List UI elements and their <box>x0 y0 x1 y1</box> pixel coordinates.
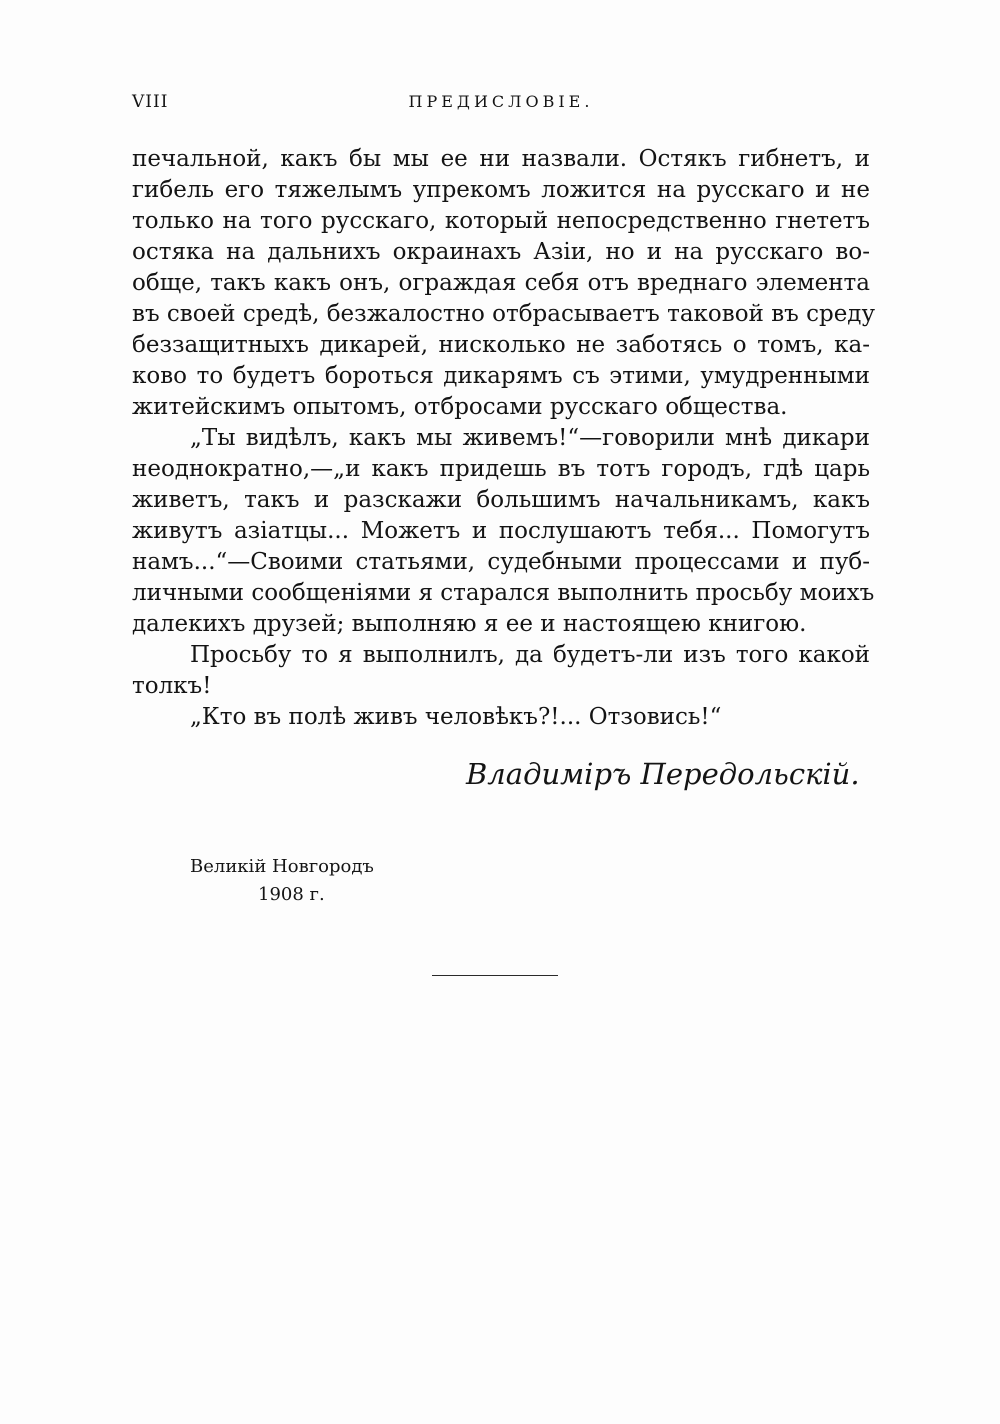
page-number: VIII <box>132 92 169 112</box>
dateline-year: 1908 г. <box>258 884 325 905</box>
text-line: „Ты видѣлъ, какъ мы живемъ!“—говорили мнѣ дикари <box>190 425 870 451</box>
text-line: „Кто въ полѣ живъ человѣкъ?!... Отзовись!“ <box>190 704 722 730</box>
text-line: Просьбу то я выполнилъ, да будетъ-ли изъ того какой <box>190 642 870 668</box>
text-line: далекихъ друзей; выполняю я ее и настоящею книгою. <box>132 611 807 637</box>
text-line: живутъ азіатцы... Можетъ и послушаютъ тебя... Помогутъ <box>132 518 870 544</box>
text-line: ково то будетъ бороться дикарямъ съ этими, умудренными <box>132 363 870 389</box>
text-line: намъ...“—Своими статьями, судебными процессами и пуб- <box>132 549 870 575</box>
dateline-place: Великій Новгородъ <box>190 856 374 877</box>
section-title: ПРЕДИСЛОВІЕ. <box>408 92 594 111</box>
text-line: печальной, какъ бы мы ее ни назвали. Остякъ гибнетъ, и <box>132 146 870 172</box>
end-rule-divider <box>432 975 558 976</box>
text-line: обще, такъ какъ онъ, ограждая себя отъ вреднаго элемента <box>132 270 870 296</box>
text-line: гибель его тяжелымъ упрекомъ ложится на русскаго и не <box>132 177 870 203</box>
text-line: остяка на дальнихъ окраинахъ Азіи, но и на русскаго во- <box>132 239 870 265</box>
text-line: личными сообщеніями я старался выполнить просьбу моихъ <box>132 580 875 606</box>
body-text <box>132 144 875 733</box>
author-signature: Владиміръ Передольскій. <box>466 757 860 791</box>
text-line: неоднократно,—„и какъ придешь въ тотъ городъ, гдѣ царь <box>132 456 870 482</box>
text-line: беззащитныхъ дикарей, нисколько не заботясь о томъ, ка- <box>132 332 870 358</box>
text-line: въ своей средѣ, безжалостно отбрасываетъ таковой въ среду <box>132 301 875 327</box>
text-line: житейскимъ опытомъ, отбросами русскаго общества. <box>132 394 788 420</box>
text-line: только на того русскаго, который непосредственно гнететъ <box>132 208 870 234</box>
text-line: толкъ! <box>132 673 212 699</box>
running-head <box>132 92 870 116</box>
text-line: живетъ, такъ и разскажи большимъ начальникамъ, какъ <box>132 487 870 513</box>
